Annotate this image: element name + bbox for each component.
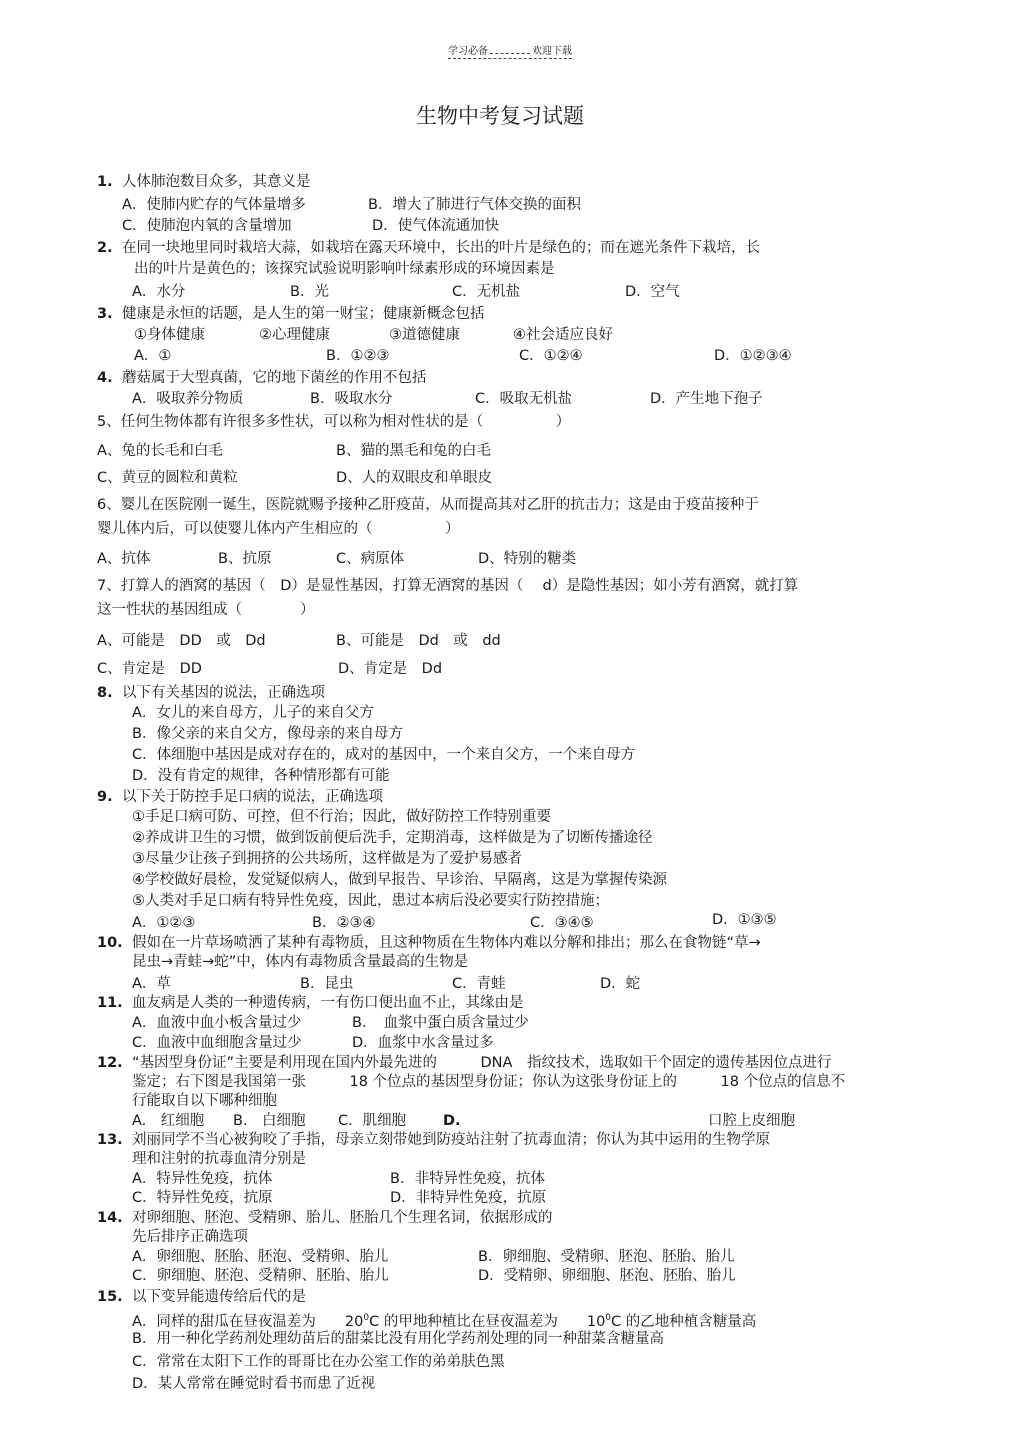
q12-option-b: B. 白细胞 bbox=[233, 1113, 306, 1129]
q15-a-part1: A．同样的甜瓜在昼夜温差为 20 bbox=[132, 1313, 364, 1330]
q14-stem-line1: 对卵细胞、胚泡、受精卵、胎儿、胚胎几个生理名词，依据形成的 bbox=[132, 1210, 553, 1226]
q6-option-b: B、抗原 bbox=[218, 551, 272, 567]
q13-number: 13. bbox=[97, 1132, 123, 1148]
q8-number: 8. bbox=[97, 685, 113, 701]
q5-option-d: D、人的双眼皮和单眼皮 bbox=[336, 470, 493, 486]
q3-item-4: ④社会适应良好 bbox=[513, 327, 613, 343]
q15-a-degree-2: 0 bbox=[605, 1313, 612, 1323]
q15-a-part2: C 的甲地种植比在昼夜温差为 10 bbox=[369, 1313, 606, 1330]
q12-option-c: C．肌细胞 bbox=[338, 1113, 407, 1129]
q12-option-a: A. 红细胞 bbox=[132, 1113, 205, 1129]
q15-option-d: D．某人常常在睡觉时看书而患了近视 bbox=[132, 1376, 376, 1392]
q14-stem-line2: 先后排序正确选项 bbox=[132, 1229, 248, 1245]
q9-stem: 以下关于防控手足口病的说法，正确选项 bbox=[122, 789, 383, 805]
q10-stem-line1: 假如在一片草场喷洒了某种有毒物质，且这种物质在生物体内难以分解和排出；那么在食物链“草→ bbox=[132, 935, 761, 951]
q1-option-a: A．使肺内贮存的气体量增多 bbox=[122, 197, 306, 213]
q5-stem: 5、任何生物体都有许很多多性状，可以称为相对性状的是（ ） bbox=[97, 414, 571, 430]
q9-item-3: ③尽量少让孩子到拥挤的公共场所，这样做是为了爱护易感者 bbox=[132, 851, 522, 867]
q15-number: 15. bbox=[97, 1289, 123, 1305]
q14-option-c: C．卵细胞、胚泡、受精卵、胚胎、胎儿 bbox=[132, 1268, 389, 1284]
header-right: 欢迎下载 bbox=[532, 46, 572, 57]
q7-option-d: D、肯定是 Dd bbox=[338, 661, 443, 677]
q2-option-c: C．无机盐 bbox=[452, 284, 521, 300]
q1-number: 1. bbox=[97, 174, 113, 190]
q7-option-c: C、肯定是 DD bbox=[97, 661, 202, 677]
q11-option-b: B． 血浆中蛋白质含量过少 bbox=[352, 1015, 529, 1031]
q5-option-c: C、黄豆的圆粒和黄粒 bbox=[97, 470, 238, 486]
q15-stem: 以下变异能遗传给后代的是 bbox=[132, 1289, 306, 1305]
q14-option-b: B．卵细胞、受精卵、胚泡、胚胎、胎儿 bbox=[478, 1249, 735, 1265]
q10-number: 10. bbox=[97, 935, 123, 951]
q9-option-b: B．②③④ bbox=[312, 915, 376, 931]
q7-option-a: A、可能是 DD 或 Dd bbox=[97, 633, 266, 649]
q12-option-d-label: D. bbox=[443, 1113, 461, 1129]
q14-number: 14. bbox=[97, 1210, 123, 1226]
q4-option-c: C．吸取无机盐 bbox=[475, 391, 573, 407]
q15-option-a bbox=[132, 1309, 756, 1331]
q10-option-a: A．草 bbox=[132, 976, 171, 992]
q3-option-b: B．①②③ bbox=[326, 348, 390, 364]
q12-option-d: 口腔上皮细胞 bbox=[708, 1113, 795, 1129]
q4-stem: 蘑菇属于大型真菌，它的地下菌丝的作用不包括 bbox=[122, 370, 427, 386]
q3-stem: 健康是永恒的话题，是人生的第一财宝；健康新概念包括 bbox=[122, 306, 485, 322]
q2-option-a: A．水分 bbox=[132, 284, 186, 300]
q14-option-a: A．卵细胞、胚胎、胚泡、受精卵、胎儿 bbox=[132, 1249, 389, 1265]
q5-option-b: B、猫的黑毛和兔的白毛 bbox=[336, 443, 491, 459]
q2-number: 2. bbox=[97, 240, 113, 256]
q9-option-a: A．①②③ bbox=[132, 915, 196, 931]
q1-option-c: C．使肺泡内氧的含量增加 bbox=[122, 218, 292, 234]
q1-stem: 人体肺泡数目众多，其意义是 bbox=[122, 174, 311, 190]
q6-option-c: C、病原体 bbox=[336, 551, 405, 567]
q15-option-b: B．用一种化学药剂处理幼苗后的甜菜比没有用化学药剂处理的同一种甜菜含糖量高 bbox=[132, 1331, 664, 1347]
q2-stem-line2: 出的叶片是黄色的；该探究试验说明影响叶绿素形成的环境因素是 bbox=[134, 261, 555, 277]
q15-option-c: C．常常在太阳下工作的哥哥比在办公室工作的弟弟肤色黑 bbox=[132, 1354, 505, 1370]
q3-option-a: A．① bbox=[134, 348, 172, 364]
q14-option-d: D．受精卵、卵细胞、胚泡、胚胎、胎儿 bbox=[478, 1268, 736, 1284]
q8-option-c: C．体细胞中基因是成对存在的，成对的基因中，一个来自父方，一个来自母方 bbox=[132, 747, 636, 763]
q4-option-a: A．吸取养分物质 bbox=[132, 391, 244, 407]
q8-stem: 以下有关基因的说法，正确选项 bbox=[122, 685, 325, 701]
q10-option-b: B．昆虫 bbox=[300, 976, 354, 992]
q12-number: 12. bbox=[97, 1055, 123, 1071]
q6-stem-line1: 6、婴儿在医院刚一诞生，医院就赐予接种乙肝疫苗，从而提高其对乙肝的抗击力；这是由于疫苗接种于 bbox=[97, 497, 759, 513]
q7-stem-line2: 这一性状的基因组成（ ） bbox=[97, 602, 315, 618]
q4-option-d: D．产生地下孢子 bbox=[650, 391, 763, 407]
q3-item-1: ①身体健康 bbox=[134, 327, 205, 343]
q9-option-c: C．③④⑤ bbox=[530, 915, 594, 931]
q11-option-c: C．血液中血细胞含量过少 bbox=[132, 1035, 302, 1051]
q3-item-2: ②心理健康 bbox=[259, 327, 330, 343]
q5-option-a: A、兔的长毛和白毛 bbox=[97, 443, 223, 459]
q13-option-b: B．非特异性免疫，抗体 bbox=[390, 1171, 545, 1187]
q3-option-d: D．①②③④ bbox=[714, 348, 792, 364]
q13-option-a: A．特异性免疫，抗体 bbox=[132, 1171, 273, 1187]
page-header bbox=[448, 42, 572, 59]
q9-item-1: ①手足口病可防、可控，但不行治；因此，做好防控工作特别重要 bbox=[132, 809, 551, 825]
q11-stem: 血友病是人类的一种遗传病，一有伤口便出血不止，其缘由是 bbox=[132, 995, 524, 1011]
q7-option-b: B、可能是 Dd 或 dd bbox=[336, 633, 501, 649]
q2-option-b: B．光 bbox=[290, 284, 329, 300]
q2-stem-line1: 在同一块地里同时栽培大蒜，如栽培在露天环境中，长出的叶片是绿色的；而在遮光条件下栽培，长 bbox=[122, 240, 760, 256]
q3-item-3: ③道德健康 bbox=[389, 327, 460, 343]
q6-option-d: D、特别的糖类 bbox=[478, 551, 577, 567]
q15-a-degree-1: 0 bbox=[363, 1313, 370, 1323]
q3-number: 3. bbox=[97, 306, 113, 322]
q12-stem-line3: 行能取自以下哪种细胞 bbox=[132, 1093, 277, 1109]
q4-option-b: B．吸取水分 bbox=[310, 391, 393, 407]
q10-option-c: C．青蛙 bbox=[452, 976, 506, 992]
q11-option-d: D．血浆中水含量过多 bbox=[352, 1035, 494, 1051]
q8-option-b: B．像父亲的来自父方，像母亲的来自母方 bbox=[132, 726, 403, 742]
q11-option-a: A．血液中血小板含量过少 bbox=[132, 1015, 302, 1031]
q8-option-a: A．女儿的来自母方，儿子的来自父方 bbox=[132, 705, 374, 721]
q3-option-c: C．①②④ bbox=[519, 348, 583, 364]
q10-option-d: D．蛇 bbox=[600, 976, 641, 992]
q12-stem-line1: “基因型身份证”主要是利用现在国内外最先进的 DNA 指纹技术，选取如干个固定的遗传基因位点进行 bbox=[132, 1055, 832, 1071]
q9-item-5: ⑤人类对手足口病有特异性免疫，因此，患过本病后没必要实行防控措施； bbox=[132, 893, 609, 909]
q6-option-a: A、抗体 bbox=[97, 551, 151, 567]
q8-option-d: D．没有肯定的规律，各种情形都有可能 bbox=[132, 768, 390, 784]
q13-stem-line1: 刘丽同学不当心被狗咬了手指，母亲立刻带她到防疫站注射了抗毒血清；你认为其中运用的生物学原 bbox=[132, 1132, 770, 1148]
header-left: 学习必备 bbox=[448, 46, 488, 57]
q13-option-c: C．特异性免疫，抗原 bbox=[132, 1190, 273, 1206]
q15-a-part3: C 的乙地种植含糖量高 bbox=[611, 1313, 757, 1330]
q9-option-d: D．①③⑤ bbox=[712, 912, 777, 928]
q6-stem-line2: 婴儿体内后，可以使婴儿体内产生相应的（ ） bbox=[97, 521, 460, 537]
q13-stem-line2: 理和注射的抗毒血清分别是 bbox=[132, 1151, 306, 1167]
page-title: 生物中考复习试题 bbox=[416, 104, 584, 128]
q9-number: 9. bbox=[97, 789, 113, 805]
q1-option-b: B．增大了肺进行气体交换的面积 bbox=[368, 197, 581, 213]
q10-stem-line2: 昆虫→青蛙→蛇”中，体内有毒物质含量最高的生物是 bbox=[132, 954, 469, 970]
q4-number: 4. bbox=[97, 370, 113, 386]
q9-item-4: ④学校做好晨检，发觉疑似病人，做到早报告、早诊治、早隔离，这是为掌握传染源 bbox=[132, 872, 667, 888]
q11-number: 11. bbox=[97, 995, 123, 1011]
q13-option-d: D．非特异性免疫，抗原 bbox=[390, 1190, 547, 1206]
q7-stem-line1: 7、打算人的酒窝的基因（ D）是显性基因，打算无酒窝的基因（ d）是隐性基因；如小芳有酒窝，就打算 bbox=[97, 578, 799, 594]
q1-option-d: D．使气体流通加快 bbox=[372, 218, 500, 234]
q12-stem-line2: 鉴定；右下图是我国第一张 18 个位点的基因型身份证；你认为这张身份证上的 18 个位点的信息不 bbox=[132, 1074, 846, 1090]
q9-item-2: ②养成讲卫生的习惯，做到饭前便后洗手，定期消毒，这样做是为了切断传播途径 bbox=[132, 830, 653, 846]
q2-option-d: D．空气 bbox=[625, 284, 680, 300]
